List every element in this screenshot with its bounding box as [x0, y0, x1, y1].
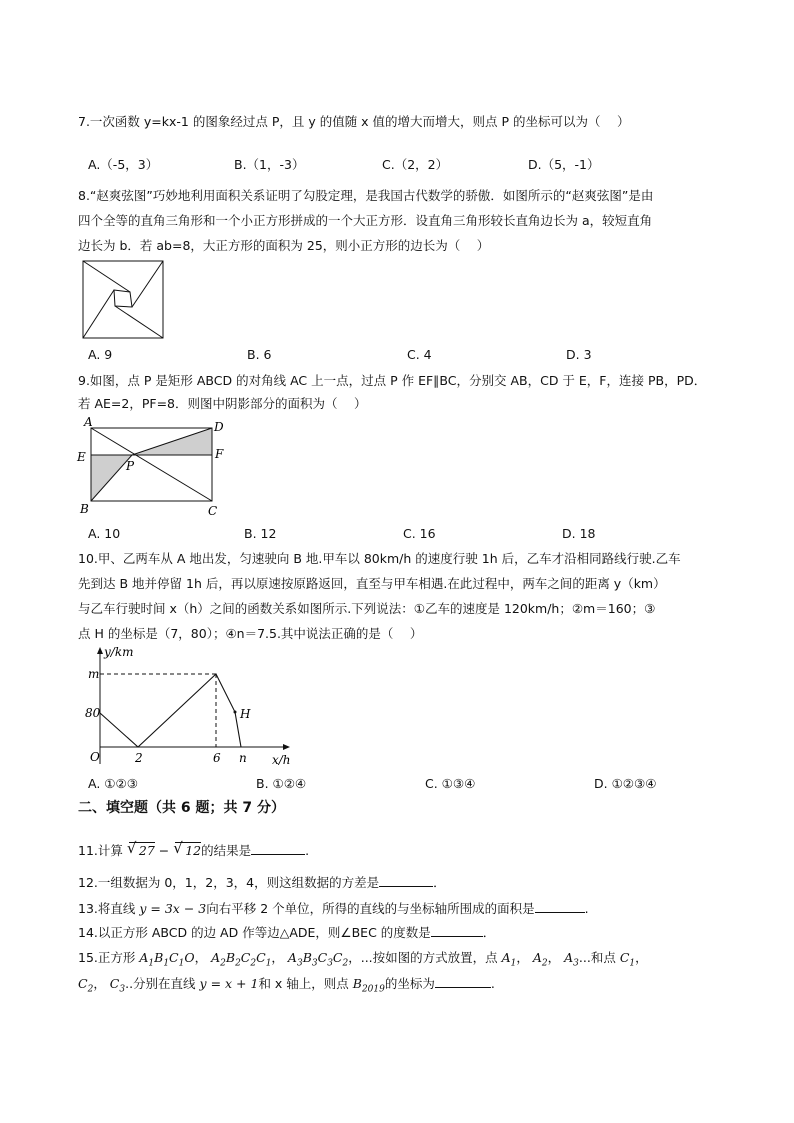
label-b: B	[80, 502, 89, 516]
q8-line2: 四个全等的直角三角形和一个小正方形拼成的一个大正方形．设直角三角形较长直角边长为 a，较短直角	[78, 213, 653, 228]
q7-stem: 7.一次函数 y=kx-1 的图象经过点 P，且 y 的值随 x 值的增大而增大，则点 P 的坐标可以为（ ）	[78, 114, 630, 129]
graph-origin: O	[90, 750, 100, 764]
q15-answer-blank[interactable]	[435, 975, 491, 988]
q15-line2: $C_2$， $C_3$..分别在直线 y = x + 1和 x 轴上，则点 $B_{2019}$的坐标为 .	[78, 976, 495, 995]
graph-xlabel: x/h	[272, 753, 291, 767]
q13-answer-blank[interactable]	[535, 900, 585, 913]
q10-option-a: A. ①②③	[88, 776, 138, 791]
q14: 14.以正方形 ABCD 的边 AD 作等边△ADE，则∠BEC 的度数是 ．	[78, 925, 496, 940]
q9-option-a: A. 10	[88, 526, 121, 541]
q9-option-c: C. 16	[403, 526, 436, 541]
q8-line3: 边长为 b．若 ab=8，大正方形的面积为 25，则小正方形的边长为（ ）	[78, 238, 490, 253]
q9-line2: 若 AE=2，PF=8．则图中阴影部分的面积为（ ）	[78, 396, 367, 411]
label-d: D	[214, 420, 224, 434]
sqrt-27: √ 27	[129, 842, 155, 859]
q11-answer-blank[interactable]	[251, 842, 305, 855]
label-c: C	[208, 504, 218, 518]
graph-80: 80	[85, 706, 101, 720]
label-e: E	[77, 450, 86, 464]
q8-line1: 8.“赵爽弦图”巧妙地利用面积关系证明了勾股定理，是我国古代数学的骄傲．如图所示的“赵爽弦图”是由	[78, 188, 654, 203]
q8-option-c: C. 4	[407, 347, 432, 362]
zhao-shuang-diagram	[82, 260, 164, 340]
distance-time-graph	[78, 644, 293, 772]
section-2-title: 二、填空题（共 6 题；共 7 分）	[78, 800, 285, 816]
q8-option-d: D. 3	[566, 347, 592, 362]
q11: 11.计算 √ 27 − √ 12的结果是 .	[78, 842, 309, 859]
label-f: F	[215, 447, 224, 461]
q8-option-a: A. 9	[88, 347, 113, 362]
q10-line3: 与乙车行驶时间 x（h）之间的函数关系如图所示.下列说法：①乙车的速度是 120km/h；②m＝160；③	[78, 601, 656, 616]
q9-option-d: D. 18	[562, 526, 596, 541]
q8-option-b: B. 6	[247, 347, 272, 362]
label-p: P	[126, 459, 135, 473]
q12-answer-blank[interactable]	[379, 874, 433, 887]
label-a: A	[84, 415, 93, 429]
q10-option-b: B. ①②④	[256, 776, 307, 791]
graph-m: m	[88, 667, 100, 681]
q15-line1: 15.正方形 $A_1B_1C_1O$， $A_2B_2C_2C_1$， $A_3B_3C_3C_2$，...按如图的方式放置，点 $A_1$， $A_2$， $A_3$...和点 $C_1$，	[78, 950, 648, 969]
q7-option-b: B.（1，-3）	[234, 157, 305, 172]
rectangle-diagram	[74, 414, 234, 522]
sqrt-12: √ 12	[175, 842, 201, 859]
q10-line1: 10.甲、乙两车从 A 地出发，匀速驶向 B 地.甲车以 80km/h 的速度行驶 1h 后，乙车才沿相同路线行驶.乙车	[78, 551, 681, 566]
q7-option-a: A.（-5，3）	[88, 157, 159, 172]
q10-line2: 先到达 B 地并停留 1h 后，再以原速按原路返回，直至与甲车相遇.在此过程中，两车之间的距离 y（km）	[78, 576, 666, 591]
q7-option-c: C.（2，2）	[382, 157, 449, 172]
q12: 12.一组数据为 0，1，2，3，4，则这组数据的方差是 ．	[78, 875, 446, 890]
graph-h: H	[240, 707, 251, 721]
q10-option-c: C. ①③④	[425, 776, 476, 791]
q9-line1: 9.如图，点 P 是矩形 ABCD 的对角线 AC 上一点，过点 P 作 EF∥BC，分别交 AB，CD 于 E，F，连接 PB，PD．	[78, 373, 707, 388]
q9-option-b: B. 12	[244, 526, 277, 541]
graph-x6: 6	[213, 751, 221, 765]
q7-option-d: D.（5，-1）	[528, 157, 600, 172]
q10-option-d: D. ①②③④	[594, 776, 657, 791]
graph-n: n	[239, 751, 247, 765]
graph-ylabel: y/km	[104, 645, 134, 659]
q10-line4: 点 H 的坐标是（7，80）；④n＝7.5.其中说法正确的是（ ）	[78, 626, 423, 641]
q14-answer-blank[interactable]	[431, 924, 483, 937]
graph-x2: 2	[135, 751, 143, 765]
q13: 13.将直线 y = 3x − 3向右平移 2 个单位，所得的直线的与坐标轴所围成的面积是 .	[78, 901, 589, 916]
